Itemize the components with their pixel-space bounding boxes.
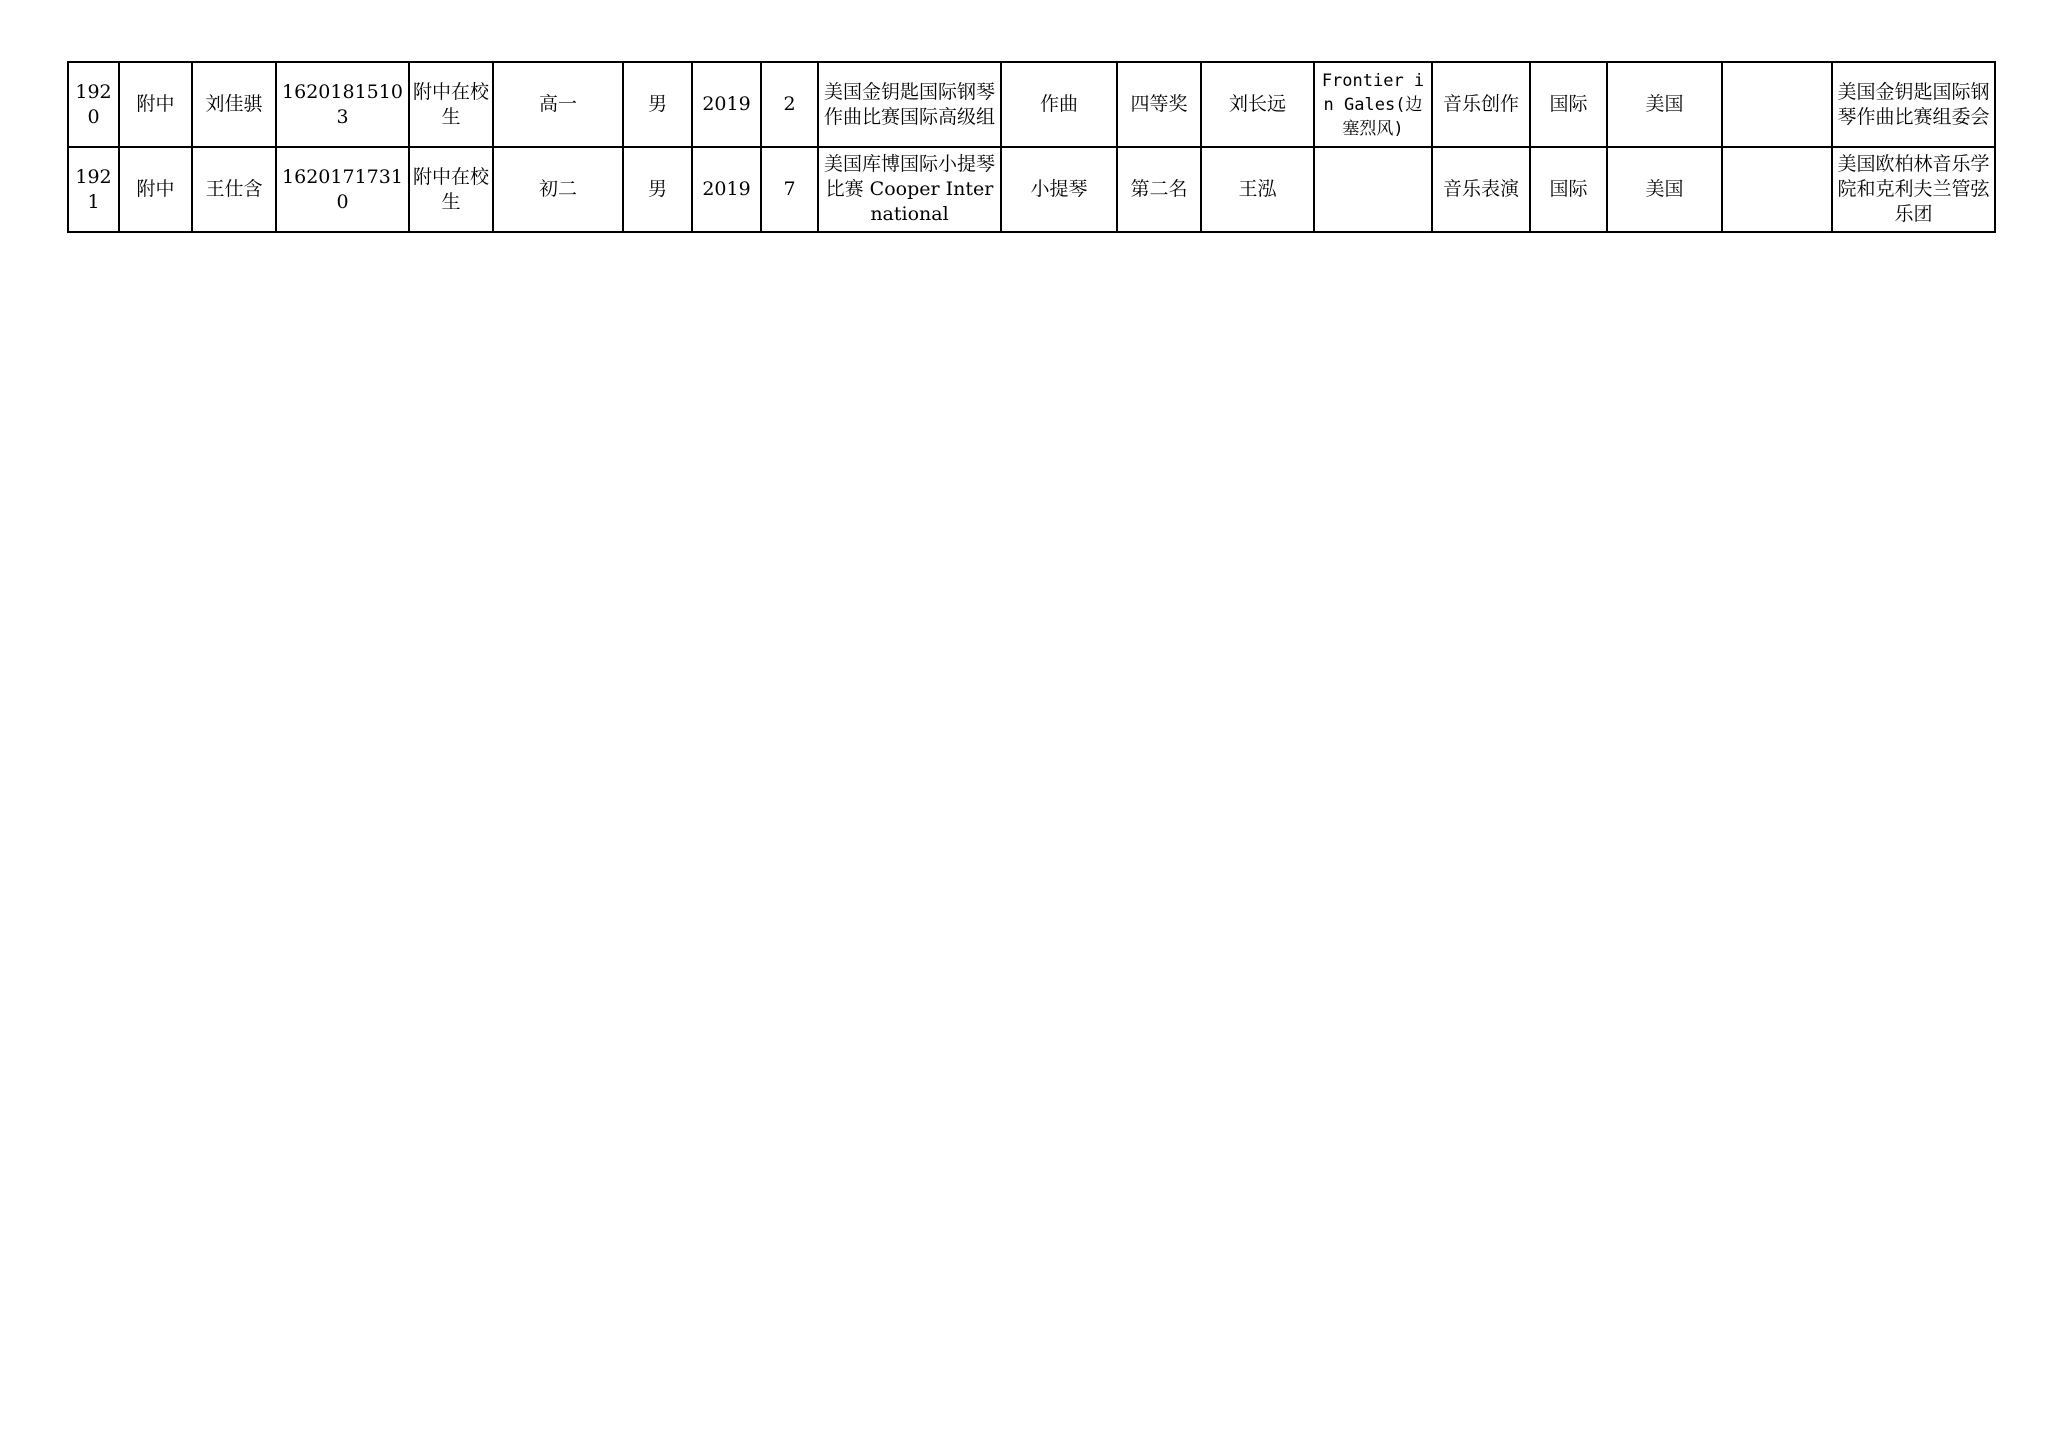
serial-number-cell-text: 1921 [75, 165, 112, 213]
department-cell-text: 附中 [136, 178, 175, 200]
gender-cell-text: 男 [647, 178, 667, 200]
work-title-cell [1314, 62, 1432, 147]
serial-number-cell [68, 147, 119, 232]
student-status-cell-text: 附中在校生 [412, 165, 489, 213]
scope-cell [1530, 62, 1607, 147]
teacher-cell [1201, 62, 1314, 147]
grade-cell [493, 62, 623, 147]
location-cell [1607, 147, 1722, 232]
location-cell-text: 美国 [1645, 178, 1684, 200]
table-row [68, 147, 1995, 232]
grade-cell-text: 高一 [538, 93, 577, 115]
month-cell [761, 147, 818, 232]
instrument-category-cell [1001, 147, 1117, 232]
work-title-cell [1314, 147, 1432, 232]
student-name-cell-text: 刘佳骐 [205, 93, 263, 115]
scope-cell-text: 国际 [1549, 178, 1588, 200]
grade-cell-text: 初二 [538, 178, 577, 200]
organizer-cell [1832, 147, 1995, 232]
location-cell-text: 美国 [1645, 93, 1684, 115]
student-status-cell-text: 附中在校生 [412, 80, 489, 128]
student-id-cell-text: 16201717310 [282, 165, 403, 213]
student-status-cell [409, 147, 493, 232]
competition-name-cell-text: 美国金钥匙国际钢琴作曲比赛国际高级组 [823, 80, 995, 128]
year-cell [692, 62, 761, 147]
gender-cell [623, 62, 692, 147]
month-cell [761, 62, 818, 147]
instrument-category-cell-text: 小提琴 [1030, 178, 1088, 200]
award-cell-text: 四等奖 [1130, 93, 1188, 115]
year-cell-text: 2019 [702, 93, 751, 115]
department-cell [119, 147, 192, 232]
award-type-cell [1432, 62, 1530, 147]
blank-cell [1722, 62, 1832, 147]
competition-name-cell [818, 62, 1001, 147]
award-type-cell-text: 音乐创作 [1442, 93, 1519, 115]
serial-number-cell-text: 1920 [75, 80, 112, 128]
student-status-cell [409, 62, 493, 147]
award-type-cell [1432, 147, 1530, 232]
competition-name-cell-text: 美国库博国际小提琴比赛 Cooper International [823, 153, 995, 225]
organizer-cell-text: 美国金钥匙国际钢琴作曲比赛组委会 [1837, 80, 1990, 128]
year-cell [692, 147, 761, 232]
year-cell-text: 2019 [702, 178, 751, 200]
instrument-category-cell-text: 作曲 [1039, 93, 1078, 115]
month-cell-text: 2 [783, 93, 796, 115]
teacher-cell-text: 王泓 [1238, 178, 1277, 200]
award-cell [1117, 62, 1201, 147]
scope-cell [1530, 147, 1607, 232]
student-name-cell [192, 62, 276, 147]
scope-cell-text: 国际 [1549, 93, 1588, 115]
department-cell [119, 62, 192, 147]
student-name-cell-text: 王仕含 [205, 178, 263, 200]
organizer-cell-text: 美国欧柏林音乐学院和克利夫兰管弦乐团 [1837, 153, 1990, 225]
competition-name-cell [818, 147, 1001, 232]
work-title-cell-text: Frontier in Gales(边塞烈风) [1321, 70, 1425, 139]
department-cell-text: 附中 [136, 93, 175, 115]
award-cell [1117, 147, 1201, 232]
award-cell-text: 第二名 [1130, 178, 1188, 200]
month-cell-text: 7 [783, 178, 796, 200]
award-records-table [67, 61, 1996, 233]
location-cell [1607, 62, 1722, 147]
student-id-cell-text: 16201815103 [282, 80, 403, 128]
teacher-cell [1201, 147, 1314, 232]
serial-number-cell [68, 62, 119, 147]
teacher-cell-text: 刘长远 [1228, 93, 1286, 115]
table-row [68, 62, 1995, 147]
gender-cell [623, 147, 692, 232]
student-id-cell [276, 62, 409, 147]
award-type-cell-text: 音乐表演 [1442, 178, 1519, 200]
instrument-category-cell [1001, 62, 1117, 147]
student-name-cell [192, 147, 276, 232]
student-id-cell [276, 147, 409, 232]
gender-cell-text: 男 [647, 93, 667, 115]
organizer-cell [1832, 62, 1995, 147]
blank-cell [1722, 147, 1832, 232]
grade-cell [493, 147, 623, 232]
